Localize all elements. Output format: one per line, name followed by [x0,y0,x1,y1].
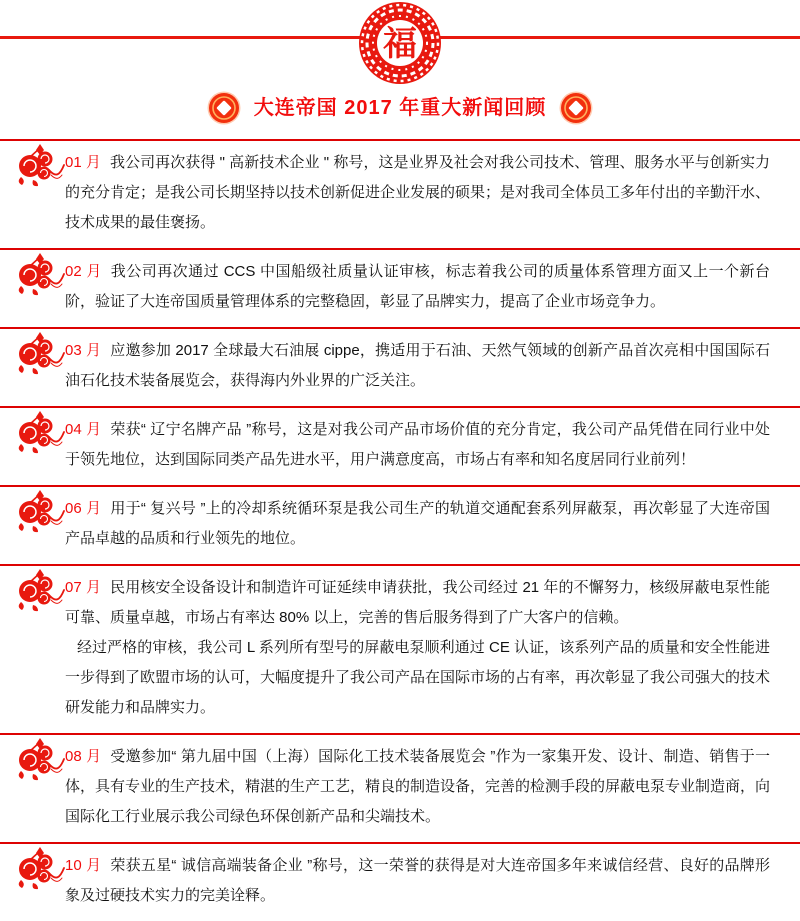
rose-papercut-icon [13,490,65,534]
rose-papercut-icon [13,253,65,297]
news-text-extra: 经过严格的审核，我公司 L 系列所有型号的屏蔽电泵顺利通过 CE 认证，该系列产品的质量和安全性能进一步得到了欧盟市场的认可，大幅度提升了我公司产品在国际市场的占有率，再次彰显了我公司强大的技术研发能力和品牌实力。 [65,639,771,716]
coin-icon-left [207,91,241,125]
news-text: 荣获五星“ 诚信高端装备企业 ”称号，这一荣誉的获得是对大连帝国多年来诚信经营、良好的品牌形象及过硬技术实力的完美诠释。 [65,857,770,904]
fu-character: 福 [383,25,417,63]
news-item-08月 [0,733,800,842]
news-text: 民用核安全设备设计和制造许可证延续申请获批，我公司经过 21 年的不懈努力，核级屏蔽电泵性能可靠、质量卓越，市场占有率达 80% 以上，完善的售后服务得到了广大客户的信赖。 [65,579,771,626]
month-label: 08 月 [65,748,102,765]
news-item-07月 [0,564,800,733]
fu-blessing-papercut-icon [357,0,443,86]
rose-papercut-icon [13,332,65,376]
coin-icon-right [559,91,593,125]
rose-papercut-icon [13,144,65,188]
month-label: 02 月 [65,263,102,280]
news-text: 我公司再次获得 " 高新技术企业 " 称号，这是业界及社会对我公司技术、管理、服务水平与创新实力的充分肯定；是我公司长期坚持以技术创新促进企业发展的硕果；是对我司全体员工多年付出的辛勤汗水、技术成果的最佳褒扬。 [65,154,771,231]
news-text: 荣获“ 辽宁名牌产品 ”称号，这是对我公司产品市场价值的充分肯定，我公司产品凭借在同行业中处于领先地位，达到国际同类产品先进水平，用户满意度高，市场占有率和知名度居同行业前列！ [65,421,770,468]
top-banner [0,0,800,86]
rose-papercut-icon [13,411,65,455]
news-item-03月 [0,327,800,406]
month-label: 06 月 [65,500,102,517]
month-label: 04 月 [65,421,102,438]
month-label: 10 月 [65,857,102,874]
news-item-06月 [0,485,800,564]
news-text: 用于“ 复兴号 ”上的冷却系统循环泵是我公司生产的轨道交通配套系列屏蔽泵，再次彰显了大连帝国产品卓越的品质和行业领先的地位。 [65,500,770,547]
title-row [0,88,800,128]
rose-papercut-icon [13,738,65,782]
news-text: 我公司再次通过 CCS 中国船级社质量认证审核，标志着我公司的质量体系管理方面又上一个新台阶，验证了大连帝国质量管理体系的完整稳固，彰显了品牌实力，提高了企业市场竞争力。 [65,263,770,310]
news-item-04月 [0,406,800,485]
rose-papercut-icon [13,847,65,891]
page-title: 大连帝国 2017 年重大新闻回顾 [253,97,547,119]
news-item-02月 [0,248,800,327]
month-label: 01 月 [65,154,101,171]
news-item-10月 [0,842,800,921]
month-label: 07 月 [65,579,102,596]
news-text: 应邀参加 2017 全球最大石油展 cippe，携适用于石油、天然气领域的创新产品首次亮相中国国际石油石化技术装备展览会，获得海内外业界的广泛关注。 [65,342,770,389]
news-text: 受邀参加“ 第九届中国（上海）国际化工技术装备展览会 ”作为一家集开发、设计、制造、销售于一体，具有专业的生产技术，精湛的生产工艺，精良的制造设备，完善的检测手段的屏蔽电泵专业制造商，向国际化工行业展示我公司绿色环保创新产品和尖端技术。 [65,748,771,825]
rose-papercut-icon [13,569,65,613]
news-item-01月 [0,139,800,248]
news-list [0,139,800,921]
month-label: 03 月 [65,342,102,359]
